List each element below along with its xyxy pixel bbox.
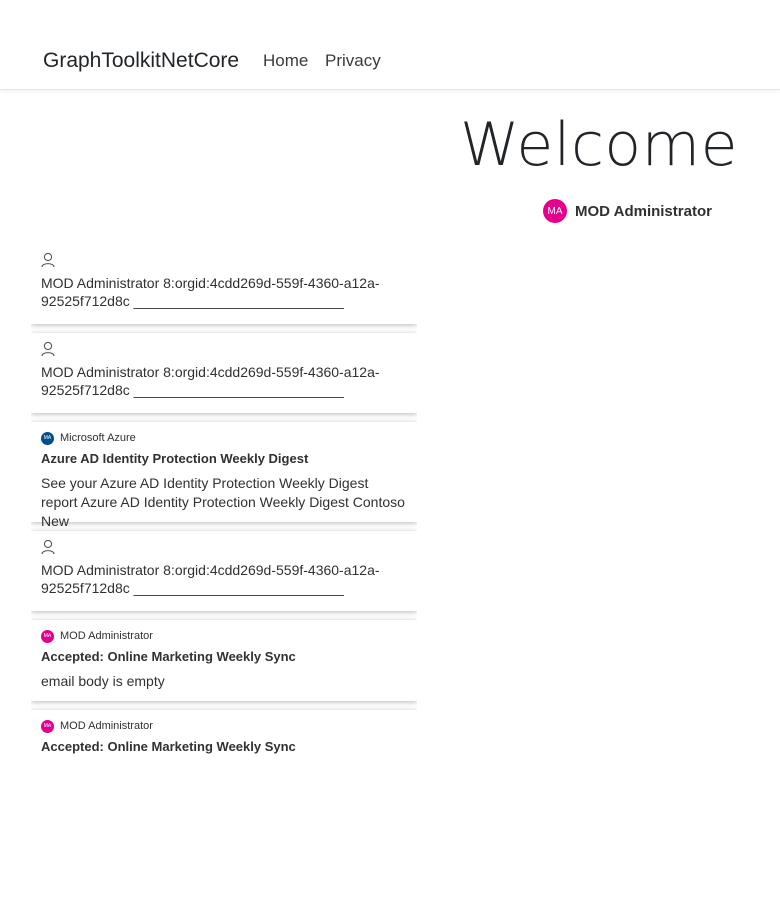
activity-feed [31, 244, 417, 760]
sender [41, 430, 407, 446]
navbar [0, 0, 780, 90]
feed-item[interactable] [31, 333, 417, 413]
feed-item[interactable] [31, 244, 417, 324]
chat-message: MOD Administrator 8:orgid:4cdd269d-559f-4360-a12a-92525f712d8c ___________________________ [41, 275, 380, 309]
feed-item[interactable] [31, 531, 417, 611]
chat-message: MOD Administrator 8:orgid:4cdd269d-559f-4360-a12a-92525f712d8c ___________________________ [41, 562, 380, 596]
nav-link-home[interactable]: Home [263, 51, 309, 70]
sender-name: MOD Administrator [60, 720, 153, 732]
mail-subject: Accepted: Online Marketing Weekly Sync [41, 649, 296, 664]
sender-avatar: MA [41, 630, 54, 643]
sender [41, 628, 407, 644]
mail-preview: email body is empty [41, 673, 165, 689]
page-title: Welcome [460, 110, 738, 180]
chat-message: MOD Administrator 8:orgid:4cdd269d-559f-4360-a12a-92525f712d8c ___________________________ [41, 364, 380, 398]
sender-name: Microsoft Azure [60, 432, 136, 444]
person-name: MOD Administrator [575, 202, 712, 220]
person-icon [41, 252, 55, 268]
person-icon [41, 539, 55, 555]
feed-item[interactable] [31, 422, 417, 529]
sender-avatar: MA [41, 432, 54, 445]
person-icon [41, 341, 55, 357]
nav-link-privacy[interactable]: Privacy [325, 51, 381, 70]
sender-avatar: MA [41, 720, 54, 733]
mail-preview: See your Azure AD Identity Protection Weekly Digest report Azure AD Identity Protection Weekly Digest Contoso New [41, 475, 405, 529]
brand-link[interactable]: GraphToolkitNetCore [43, 49, 240, 72]
avatar: MA [543, 199, 567, 223]
sender [41, 718, 407, 734]
person-card[interactable] [543, 199, 712, 223]
mail-subject: Azure AD Identity Protection Weekly Digest [41, 451, 309, 466]
mail-subject: Accepted: Online Marketing Weekly Sync [41, 739, 296, 754]
feed-item[interactable] [31, 620, 417, 701]
feed-item[interactable] [31, 710, 417, 760]
sender-name: MOD Administrator [60, 630, 153, 642]
